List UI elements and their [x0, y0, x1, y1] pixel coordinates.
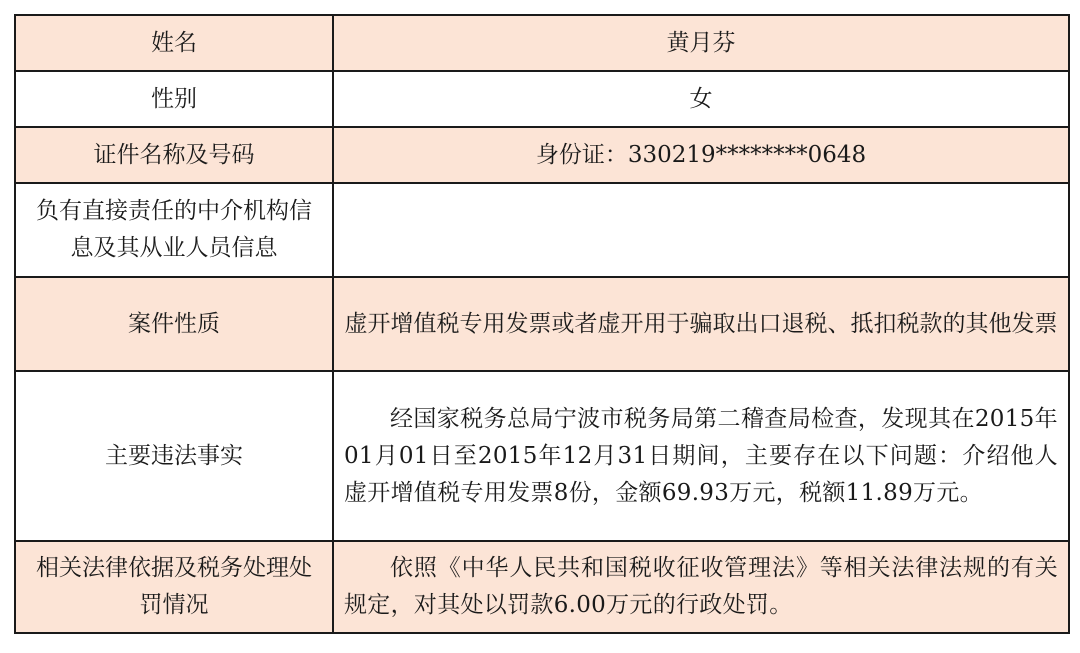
value-id-document: 身份证：330219********0648	[333, 127, 1069, 183]
row-violation-facts	[15, 371, 1069, 541]
row-id-document	[15, 127, 1069, 183]
row-intermediary	[15, 183, 1069, 277]
label-violation-facts: 主要违法事实	[15, 371, 333, 541]
row-name	[15, 15, 1069, 71]
value-intermediary	[333, 183, 1069, 277]
case-info-table	[14, 14, 1070, 634]
row-legal-basis	[15, 541, 1069, 633]
value-case-nature: 虚开增值税专用发票或者虚开用于骗取出口退税、抵扣税款的其他发票	[333, 277, 1069, 371]
label-case-nature: 案件性质	[15, 277, 333, 371]
label-id-document: 证件名称及号码	[15, 127, 333, 183]
label-legal-basis: 相关法律依据及税务处理处罚情况	[15, 541, 333, 633]
value-name: 黄月芬	[333, 15, 1069, 71]
label-intermediary: 负有直接责任的中介机构信息及其从业人员信息	[15, 183, 333, 277]
label-name: 姓名	[15, 15, 333, 71]
label-gender: 性别	[15, 71, 333, 127]
value-legal-basis: 依照《中华人民共和国税收征收管理法》等相关法律法规的有关规定，对其处以罚款6.00万元的行政处罚。	[333, 541, 1069, 633]
row-gender	[15, 71, 1069, 127]
value-gender: 女	[333, 71, 1069, 127]
row-case-nature	[15, 277, 1069, 371]
value-violation-facts: 经国家税务总局宁波市税务局第二稽查局检查，发现其在2015年01月01日至2015年12月31日期间，主要存在以下问题：介绍他人虚开增值税专用发票8份，金额69.93万元，税额11.89万元。	[333, 371, 1069, 541]
